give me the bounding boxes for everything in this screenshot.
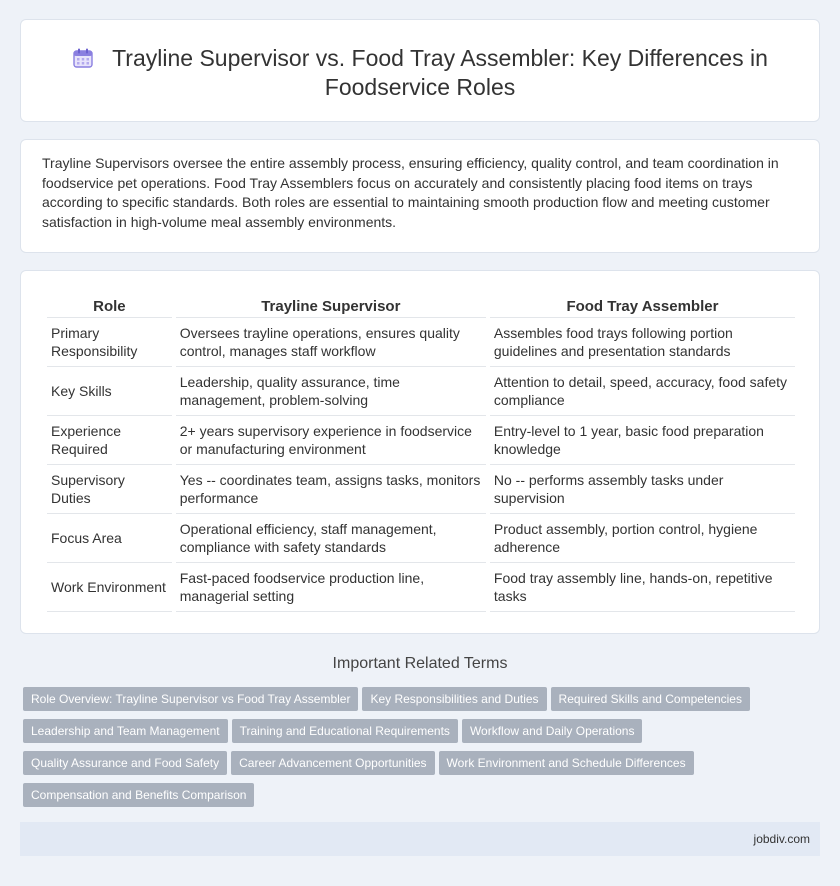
related-tag-quality-assurance[interactable]: Quality Assurance and Food Safety <box>23 751 227 775</box>
header-role: Role <box>47 296 172 318</box>
calendar-icon <box>72 47 94 69</box>
row-label: Supervisory Duties <box>47 465 172 514</box>
related-tag-training[interactable]: Training and Educational Requirements <box>232 719 458 743</box>
related-tag-career-advancement[interactable]: Career Advancement Opportunities <box>231 751 434 775</box>
table-row <box>47 465 795 514</box>
table-row <box>47 563 795 612</box>
table-row <box>47 367 795 416</box>
title-card <box>20 19 820 122</box>
related-terms-tags <box>23 687 803 815</box>
header-trayline-supervisor: Trayline Supervisor <box>176 296 486 318</box>
table-row <box>47 514 795 563</box>
related-tag-workflow[interactable]: Workflow and Daily Operations <box>462 719 643 743</box>
intro-paragraph: Trayline Supervisors oversee the entire assembly process, ensuring efficiency, quality control, and team coordination in foodservice pet operations. Food Tray Assemblers focus on accurately and consistently placing food items on trays according to specific standards. Both roles are essential to maintaining smooth production flow and meeting customer satisfaction in high-volume meal assembly environments. <box>42 155 779 230</box>
table-row <box>47 318 795 367</box>
table-header-row <box>47 296 795 318</box>
row-label: Work Environment <box>47 563 172 612</box>
supervisor-cell: Yes -- coordinates team, assigns tasks, monitors performance <box>176 465 486 514</box>
footer <box>20 822 820 856</box>
related-tag-role-overview[interactable]: Role Overview: Trayline Supervisor vs Food Tray Assembler <box>23 687 358 711</box>
row-label: Experience Required <box>47 416 172 465</box>
related-terms-title: Important Related Terms <box>332 655 508 672</box>
assembler-cell: Assembles food trays following portion guidelines and presentation standards <box>490 318 795 367</box>
page-title-text: Trayline Supervisor vs. Food Tray Assembler: Key Differences in Foodservice Roles <box>112 45 768 100</box>
header-food-tray-assembler: Food Tray Assembler <box>490 296 795 318</box>
supervisor-cell: Fast-paced foodservice production line, managerial setting <box>176 563 486 612</box>
row-label: Key Skills <box>47 367 172 416</box>
supervisor-cell: Oversees trayline operations, ensures quality control, manages staff workflow <box>176 318 486 367</box>
row-label: Primary Responsibility <box>47 318 172 367</box>
comparison-table <box>43 296 799 612</box>
supervisor-cell: Operational efficiency, staff management, compliance with safety standards <box>176 514 486 563</box>
supervisor-cell: 2+ years supervisory experience in foodservice or manufacturing environment <box>176 416 486 465</box>
row-label: Focus Area <box>47 514 172 563</box>
assembler-cell: No -- performs assembly tasks under supervision <box>490 465 795 514</box>
related-tag-responsibilities[interactable]: Key Responsibilities and Duties <box>362 687 546 711</box>
related-tag-compensation[interactable]: Compensation and Benefits Comparison <box>23 783 254 807</box>
related-tag-skills[interactable]: Required Skills and Competencies <box>551 687 750 711</box>
related-tag-leadership[interactable]: Leadership and Team Management <box>23 719 228 743</box>
table-row <box>47 416 795 465</box>
page-title <box>61 44 779 102</box>
supervisor-cell: Leadership, quality assurance, time management, problem-solving <box>176 367 486 416</box>
footer-site-link[interactable]: jobdiv.com <box>753 832 810 846</box>
related-tag-work-environment[interactable]: Work Environment and Schedule Differences <box>439 751 694 775</box>
intro-card <box>20 139 820 253</box>
assembler-cell: Attention to detail, speed, accuracy, food safety compliance <box>490 367 795 416</box>
assembler-cell: Product assembly, portion control, hygiene adherence <box>490 514 795 563</box>
assembler-cell: Food tray assembly line, hands-on, repetitive tasks <box>490 563 795 612</box>
assembler-cell: Entry-level to 1 year, basic food preparation knowledge <box>490 416 795 465</box>
comparison-card <box>20 270 820 634</box>
